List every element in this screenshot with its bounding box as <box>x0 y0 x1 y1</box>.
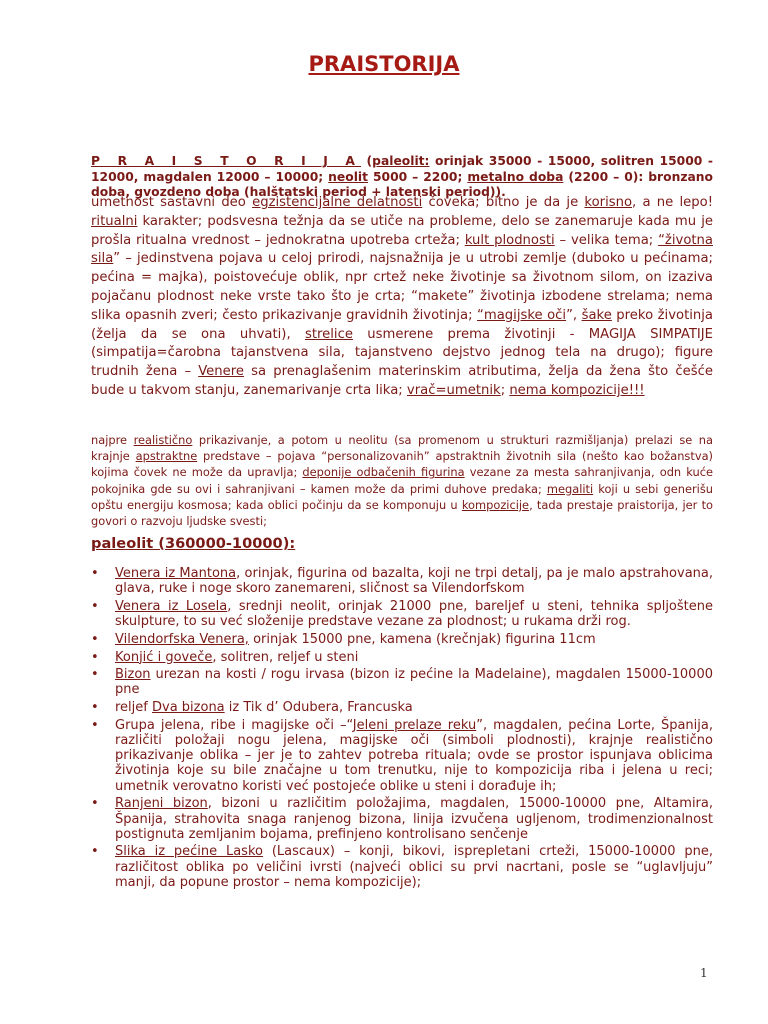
list-item <box>91 632 713 647</box>
item-term: Jeleni prelaze reku <box>352 717 477 733</box>
item-text: orinjak 15000 pne, kamena (krečnjak) figurina 11cm <box>248 631 596 647</box>
term-zivotna-sila: “životna sila <box>91 232 713 267</box>
term-venere: Venere <box>198 364 245 380</box>
bullet-icon: • <box>91 566 99 581</box>
term-megaliti: megaliti <box>546 481 594 496</box>
intro-text: 5000 – 2200; <box>368 169 468 184</box>
text-run: , a ne lepo! <box>632 195 713 210</box>
item-text: ”, magdalen, pećina Lorte, Španija, različiti položaji nogu jelena, magijske oči (simboli plodnosti), krajnje realistično prikazivanje oblika – jer je to zahtev potreba rituala; ovde se prostor ispunjava oblicima životinja koje su bile značajne u tom trenutku, nije to kompozicija riba i jelena u reci; umetnik verovatno koristi već postojeće oblike u steni i dorađuje ih; <box>115 717 713 794</box>
term-ritualni: ritualni <box>91 213 138 229</box>
item-text: (Lascaux) – konji, bikovi, isprepletani crteži, 15000-10000 pne, različitost oblika po veličini ivrsti (najveći oblici su prvi nacrtani, posle se “uglavljuju” manji, da popune prostor – nema kompozicije); <box>115 844 713 890</box>
bullet-icon: • <box>91 631 99 647</box>
bullet-icon: • <box>91 598 99 614</box>
page-number: 1 <box>700 966 708 980</box>
intro-text: ( <box>360 154 373 168</box>
abstraction-paragraph <box>91 432 713 529</box>
term-magijske-oci: “magijske oči <box>477 307 567 323</box>
text-run: preko životinja (želja da se ona uhvati), <box>91 307 714 342</box>
bullet-icon: • <box>91 717 99 733</box>
metalno-doba-term: metalno doba <box>467 169 564 184</box>
term-strelice: strelice <box>304 326 353 342</box>
item-term: Konjić i goveče <box>115 649 213 665</box>
term-realisticno: realistično <box>133 433 193 447</box>
page-title: PRAISTORIJA <box>308 52 460 76</box>
text-run: , tada prestaje praistorija, jer to govori o razvoju ljudske svesti; <box>91 497 713 529</box>
text-run: usmerene prema životinji - MAGIJA SIMPATIJE (simpatija=čarobna tajanstvena sila, tajanstveno dejstvo jednog tela na drugo); figure trudnih žena – <box>91 326 713 380</box>
term-vrac-umetnik: vrač=umetnik <box>406 382 501 398</box>
item-term: Vilendorfska Venera, <box>115 631 249 647</box>
text-run: ; <box>500 382 510 398</box>
item-text: , srednji neolit, orinjak 21000 pne, bareljef u steni, tehnika spljoštene skulpture, to su već složenije predstave vezane za plodnost; u rukama drži rog. <box>115 598 713 630</box>
list-item <box>91 667 713 697</box>
intro-text: orinjak 35000 - 15000, solitren 15000 - 12000, magdalen 12000 – 10000; <box>91 154 713 184</box>
item-term: Slika iz pećine Lasko <box>115 844 263 860</box>
text-run: prikazivanje, a potom u neolitu (sa promenom u strukturi razmišljanja) prelazi se na krajnje <box>91 433 714 464</box>
text-run: vezane za mesta sahranjivanja, odn kuće pokojnika gde su ovi i sahranjivani – kamen može da primi duhove predaka; <box>91 465 714 496</box>
term-nema-kompozicije: nema kompozicije!!! <box>509 382 645 398</box>
item-term: Dva bizona <box>152 700 225 716</box>
text-run: ” – jedinstvena pojava u celoj prirodi, najsnažnija je u utrobi zemlje (duboko u pećinama; pećina = majka), poistovećuje oblik, npr crtež neke životinje sa životnom silom, on izaziva pojačanu plodnost neke vrste tako što je crta; “makete” životinja izbodene strelama; nema slika opasnih zveri; često prikazivanje gravidnih životinja; <box>91 251 713 323</box>
text-run: sa prenaglašenim materinskim atributima, želja da žena što češće bude u takvom stanju, zanemarivanje crta lika; <box>91 364 713 398</box>
paleolit-term: paleolit: <box>372 154 430 168</box>
item-term: Bizon <box>115 667 151 683</box>
list-item <box>91 650 713 665</box>
term-korisno: korisno <box>584 195 633 210</box>
list-item <box>91 844 713 890</box>
praistorija-spaced-term: P R A I S T O R I J A <box>91 154 361 168</box>
text-run: predstave – pojava “personalizovanih” apstraktnih životnih sila (nešto kao božanstva) kojima čovek ne može da upravlja; <box>91 449 713 480</box>
item-text: , orinjak, figurina od bazalta, koji ne trpi detalj, pa je malo apstrahovana, glava, ruke i noge skoro zanemareni, sličnost sa Vilendorfskom <box>115 566 713 597</box>
text-run: čoveka; bitno je da je <box>422 195 585 210</box>
section-heading-paleolit: paleolit (360000-10000): <box>91 535 296 552</box>
term-sake: šake <box>581 307 612 323</box>
intro-text: (2200 – 0): bronzano doba, gvozdeno doba (halštatski period + latenski period)). <box>91 169 713 199</box>
term-apstraktne: apstraktne <box>135 449 198 464</box>
text-run: najpre <box>91 433 134 447</box>
list-item <box>91 700 713 715</box>
item-term: Venera iz Losela <box>115 598 228 614</box>
text-run: – velika tema; <box>554 232 659 248</box>
text-run: karakter; podsvesna težnja da se utiče na probleme, delo se zanemaruje kada mu je prošla ritualna vrednost – jednokratna upotreba crteža; <box>91 213 713 248</box>
text-run: ”, <box>566 307 582 323</box>
text-run: koji u sebi generišu opštu energiju kosmosa; kada oblici počinju da se komponuju u <box>91 481 713 512</box>
item-prefix: Grupa jelena, ribe i magijske oči –“ <box>115 717 353 733</box>
item-text: urezan na kosti / rogu irvasa (bizon iz pećine la Madelaine), magdalen 15000-10000 pne <box>115 667 713 698</box>
bullet-icon: • <box>91 667 99 683</box>
item-term: Venera iz Mantona <box>115 566 237 581</box>
term-egzistencijalne: egzistencijalne delatnosti <box>252 195 423 210</box>
list-item <box>91 718 713 794</box>
item-text: , solitren, reljef u steni <box>212 649 359 665</box>
item-prefix: reljef <box>115 700 152 716</box>
bullet-icon: • <box>91 796 99 812</box>
list-item <box>91 599 713 629</box>
bullet-icon: • <box>91 844 99 860</box>
term-kompozicije: kompozicije <box>461 497 530 512</box>
text-run: umetnost sastavni deo <box>91 195 253 210</box>
term-kult-plodnosti: kult plodnosti <box>464 232 555 248</box>
item-text: , bizoni u različitim položajima, magdalen, 15000-10000 pne, Altamira, Španija, strahovita snaga ranjenog bizona, linija izvučena ugljenom, trodimenzionalnost postignuta zemljanim bojama, prefinjeno kontrolisano senčenje <box>115 796 713 842</box>
art-function-paragraph <box>91 194 713 401</box>
list-item <box>91 796 713 842</box>
neolit-term: neolit <box>328 169 369 184</box>
term-deponije: deponije odbačenih figurina <box>302 465 465 480</box>
bullet-icon: • <box>91 700 99 716</box>
bullet-icon: • <box>91 649 99 665</box>
item-term: Ranjeni bizon <box>115 796 208 812</box>
paleolit-works-list <box>91 566 713 893</box>
item-text: iz Tik d’ Odubera, Francuska <box>224 700 413 716</box>
list-item <box>91 566 713 596</box>
